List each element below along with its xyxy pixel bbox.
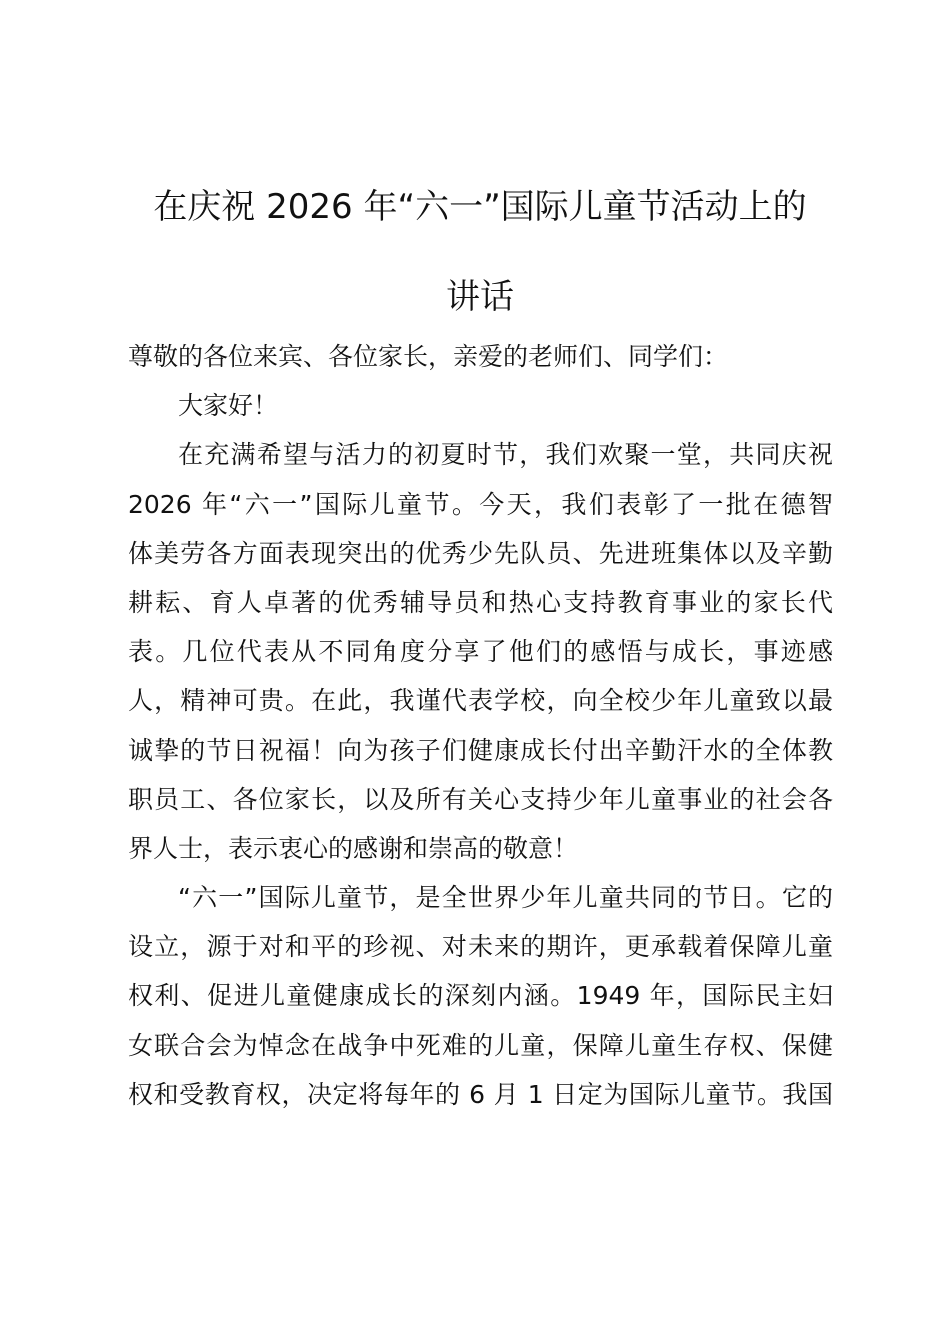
paragraph-1-line-6: 人，精神可贵。在此，我谨代表学校，向全校少年儿童致以最 [128, 686, 833, 716]
paragraph-1-line-3: 体美劳各方面表现突出的优秀少先队员、先进班集体以及辛勤 [128, 538, 833, 568]
title-line-2: 讲话 [446, 277, 514, 317]
paragraph-2-line-5: 权和受教育权，决定将每年的 6 月 1 日定为国际儿童节。我国 [128, 1079, 833, 1109]
paragraph-1-line-1: 在充满希望与活力的初夏时节，我们欢聚一堂，共同庆祝 [178, 440, 833, 470]
paragraph-1-line-9: 界人士，表示衷心的感谢和崇高的敬意！ [128, 833, 579, 863]
paragraph-1-line-8: 职员工、各位家长，以及所有关心支持少年儿童事业的社会各 [128, 784, 833, 814]
paragraph-1-line-4: 耕耘、育人卓著的优秀辅导员和热心支持教育事业的家长代 [128, 587, 833, 617]
paragraph-2-line-1: “六一”国际儿童节，是全世界少年儿童共同的节日。它的 [178, 883, 833, 913]
paragraph-2-line-4: 女联合会为悼念在战争中死难的儿童，保障儿童生存权、保健 [128, 1030, 833, 1060]
title-line-1: 在庆祝 2026 年“六一”国际儿童节活动上的 [153, 187, 807, 227]
paragraph-2-line-2: 设立，源于对和平的珍视、对未来的期许，更承载着保障儿童 [128, 932, 833, 962]
paragraph-1-line-2: 2026 年“六一”国际儿童节。今天，我们表彰了一批在德智 [128, 489, 833, 519]
paragraph-1-line-7: 诚挚的节日祝福！向为孩子们健康成长付出辛勤汗水的全体教 [128, 735, 833, 765]
greeting-line: 大家好！ [178, 391, 279, 421]
document-title [110, 162, 850, 342]
paragraph-2-line-3: 权利、促进儿童健康成长的深刻内涵。1949 年，国际民主妇 [128, 981, 833, 1011]
document-body [128, 332, 833, 1119]
paragraph-1-line-5: 表。几位代表从不同角度分享了他们的感悟与成长，事迹感 [128, 637, 833, 667]
salutation-line: 尊敬的各位来宾、各位家长，亲爱的老师们、同学们： [128, 342, 729, 371]
